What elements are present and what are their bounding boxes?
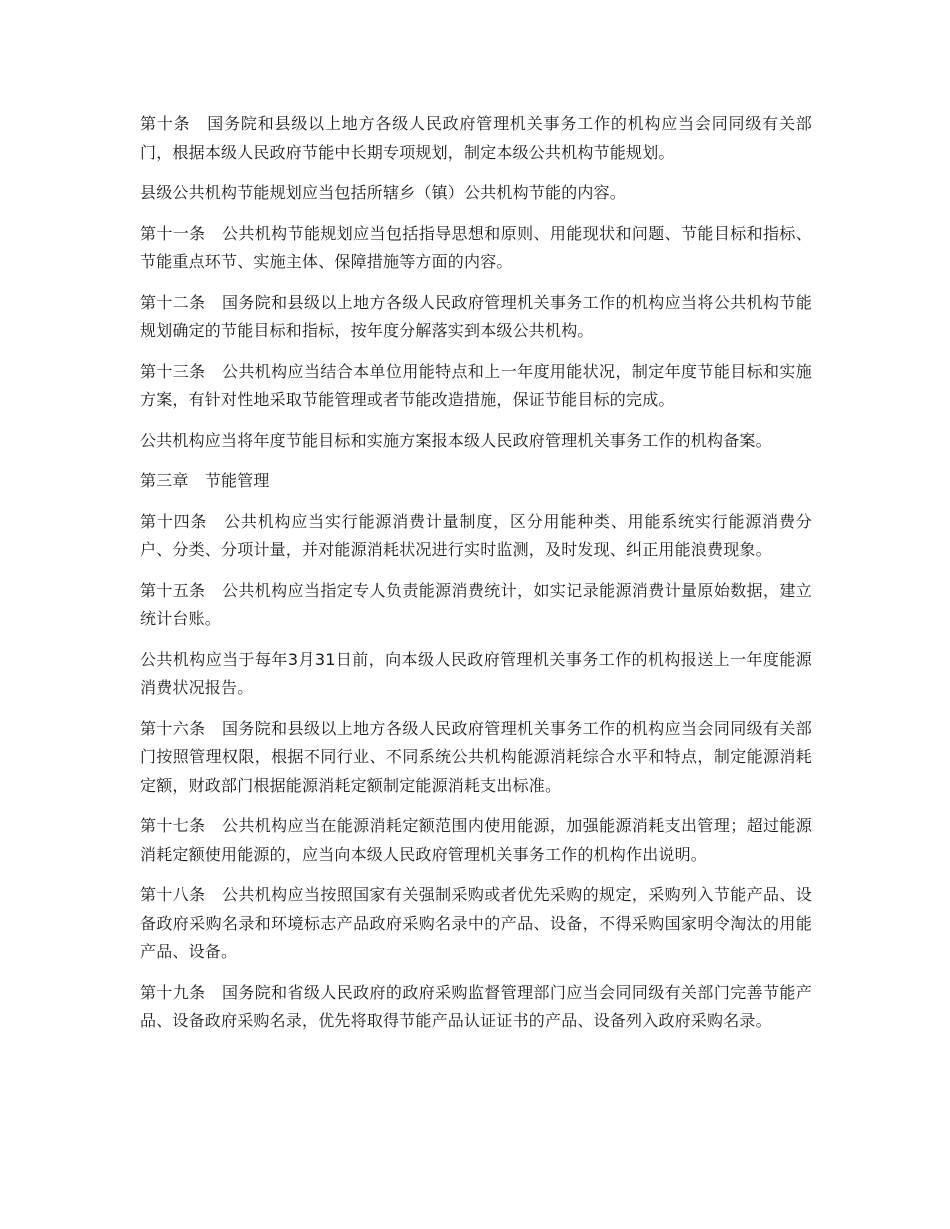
article-13-filing-clause: 公共机构应当将年度节能目标和实施方案报本级人民政府管理机关事务工作的机构备案。 (140, 430, 772, 450)
document-page (140, 110, 812, 1048)
chapter-3-heading: 第三章 节能管理 (140, 471, 270, 490)
article-11: 第十一条 公共机构节能规划应当包括指导思想和原则、用能现状和问题、节能目标和指标、节能重点环节、实施主体、保障措施等方面的内容。 (140, 223, 812, 271)
article-18: 第十八条 公共机构应当按照国家有关强制采购或者优先采购的规定，采购列入节能产品、设备政府采购名录和环境标志产品政府采购名录中的产品、设备，不得采购国家明令淘汰的用能产品、设备。 (140, 885, 812, 961)
article-19: 第十九条 国务院和省级人民政府的政府采购监督管理部门应当会同同级有关部门完善节能产品、设备政府采购名录，优先将取得节能产品认证证书的产品、设备列入政府采购名录。 (140, 982, 812, 1030)
article-16: 第十六条 国务院和县级以上地方各级人民政府管理机关事务工作的机构应当会同同级有关部门按照管理权限，根据不同行业、不同系统公共机构能源消耗综合水平和特点，制定能源消耗定额，财政部门根据能源消耗定额制定能源消耗支出标准。 (140, 718, 812, 795)
article-12: 第十二条 国务院和县级以上地方各级人民政府管理机关事务工作的机构应当将公共机构节能规划确定的节能目标和指标，按年度分解落实到本级公共机构。 (140, 292, 812, 340)
article-17: 第十七条 公共机构应当在能源消耗定额范围内使用能源，加强能源消耗支出管理；超过能源消耗定额使用能源的，应当向本级人民政府管理机关事务工作的机构作出说明。 (140, 816, 812, 864)
article-14: 第十四条 公共机构应当实行能源消费计量制度，区分用能种类、用能系统实行能源消费分户、分类、分项计量，并对能源消耗状况进行实时监测，及时发现、纠正用能浪费现象。 (140, 511, 812, 559)
article-15-report-clause: 公共机构应当于每年3月31日前，向本级人民政府管理机关事务工作的机构报送上一年度能源消费状况报告。 (140, 649, 812, 697)
article-10: 第十条 国务院和县级以上地方各级人民政府管理机关事务工作的机构应当会同同级有关部门，根据本级人民政府节能中长期专项规划，制定本级公共机构节能规划。 (140, 114, 812, 162)
article-15: 第十五条 公共机构应当指定专人负责能源消费统计，如实记录能源消费计量原始数据，建立统计台账。 (140, 580, 812, 628)
article-13: 第十三条 公共机构应当结合本单位用能特点和上一年度用能状况，制定年度节能目标和实施方案，有针对性地采取节能管理或者节能改造措施，保证节能目标的完成。 (140, 361, 812, 409)
article-10-county-clause: 县级公共机构节能规划应当包括所辖乡（镇）公共机构节能的内容。 (140, 183, 627, 202)
